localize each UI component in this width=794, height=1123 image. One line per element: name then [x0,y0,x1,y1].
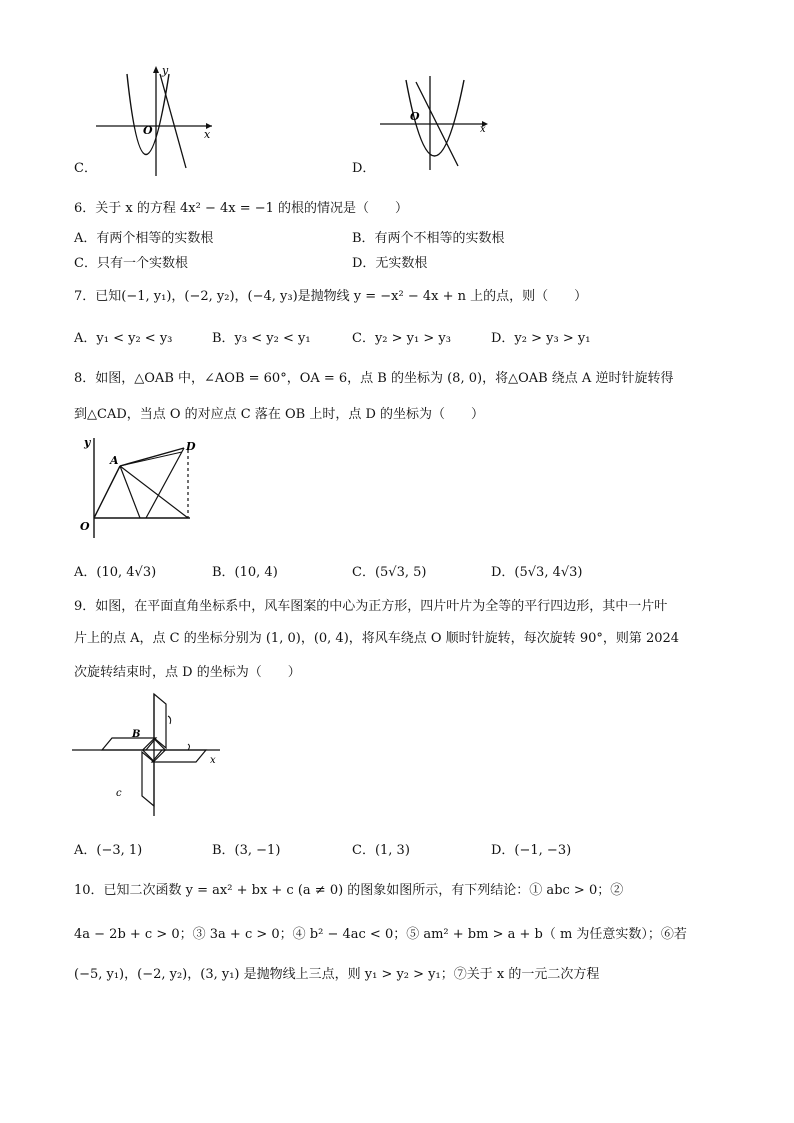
q8-stem-line2: 到△CAD，当点 O 的对应点 C 落在 OB 上时，点 D 的坐标为（ ） [74,407,485,422]
q9-fig-x-label: x [210,755,216,766]
q8-option-b: B．(10, 4) [212,565,278,580]
q8-stem-line1: 8．如图，△OAB 中，∠AOB = 60°，OA = 6，点 B 的坐标为 (8, 0)，将△OAB 绕点 A 逆时针旋转得 [74,371,674,386]
q9-windmill-figure [70,690,230,820]
q8-option-a: A．(10, 4√3) [74,565,157,580]
q7-option-a: A．y₁ < y₂ < y₃ [74,331,173,346]
q9-stem-line3: 次旋转结束时，点 D 的坐标为（ ） [74,665,301,680]
q10-line2: 4a − 2b + c > 0；③ 3a + c > 0；④ b² − 4ac < 0；⑤ am² + bm > a + b（ m 为任意实数）；⑥若 [74,927,687,942]
q5-option-c-graph [94,60,224,180]
q6-option-c: C．只有一个实数根 [74,256,188,271]
q9-option-a: A．(−3, 1) [74,843,143,858]
q8-fig-o-label: O [80,520,90,533]
q9-option-c: C．(1, 3) [352,843,410,858]
q7-option-c: C．y₂ > y₁ > y₃ [352,331,451,346]
q9-fig-b-label: B [132,729,141,740]
q7-option-b: B．y₃ < y₂ < y₁ [212,331,311,346]
q9-option-b: B．(3, −1) [212,843,281,858]
q8-fig-d-label: D [186,440,196,453]
q8-fig-a-label: A [110,454,119,467]
q7-option-d: D．y₂ > y₃ > y₁ [491,331,591,346]
q9-stem-line2: 片上的点 A，点 C 的坐标分别为 (1, 0)，(0, 4)，将风车绕点 O 顺时针旋转，每次旋转 90°，则第 2024 [74,631,680,646]
q5d-origin-label: O [410,110,420,123]
q6-option-d: D．无实数根 [352,256,428,271]
q5-option-d-graph [378,72,498,172]
q8-option-c: C．(5√3, 5) [352,565,427,580]
q6-option-a: A．有两个相等的实数根 [74,231,214,246]
q5c-x-label: x [204,128,211,141]
q5-option-d-label: D． [352,161,376,176]
q7-stem: 7．已知(−1, y₁)，(−2, y₂)，(−4, y₃)是抛物线 y = −x² − 4x + n 上的点，则（ ） [74,289,588,304]
q10-line1: 10．已知二次函数 y = ax² + bx + c (a ≠ 0) 的图象如图所示，有下列结论：① abc > 0；② [74,883,624,898]
q5-option-c-label: C． [74,161,97,176]
q5d-x-label: x [480,124,486,135]
q8-fig-y-label: y [84,436,91,449]
q6-stem: 6．关于 x 的方程 4x² − 4x = −1 的根的情况是（ ） [74,201,409,216]
q6-option-b: B．有两个不相等的实数根 [352,231,505,246]
q5c-y-label: y [162,64,169,77]
q9-fig-c-label: c [116,788,122,799]
q9-option-d: D．(−1, −3) [491,843,572,858]
q8-figure [74,432,210,542]
q5c-origin-label: O [143,124,153,137]
q10-line3: (−5, y₁)，(−2, y₂)，(3, y₁) 是抛物线上三点，则 y₁ > y₂ > y₁；⑦关于 x 的一元二次方程 [74,967,600,982]
q9-stem-line1: 9．如图，在平面直角坐标系中，风车图案的中心为正方形，四片叶片为全等的平行四边形，其中一片叶 [74,599,668,614]
q8-option-d: D．(5√3, 4√3) [491,565,583,580]
